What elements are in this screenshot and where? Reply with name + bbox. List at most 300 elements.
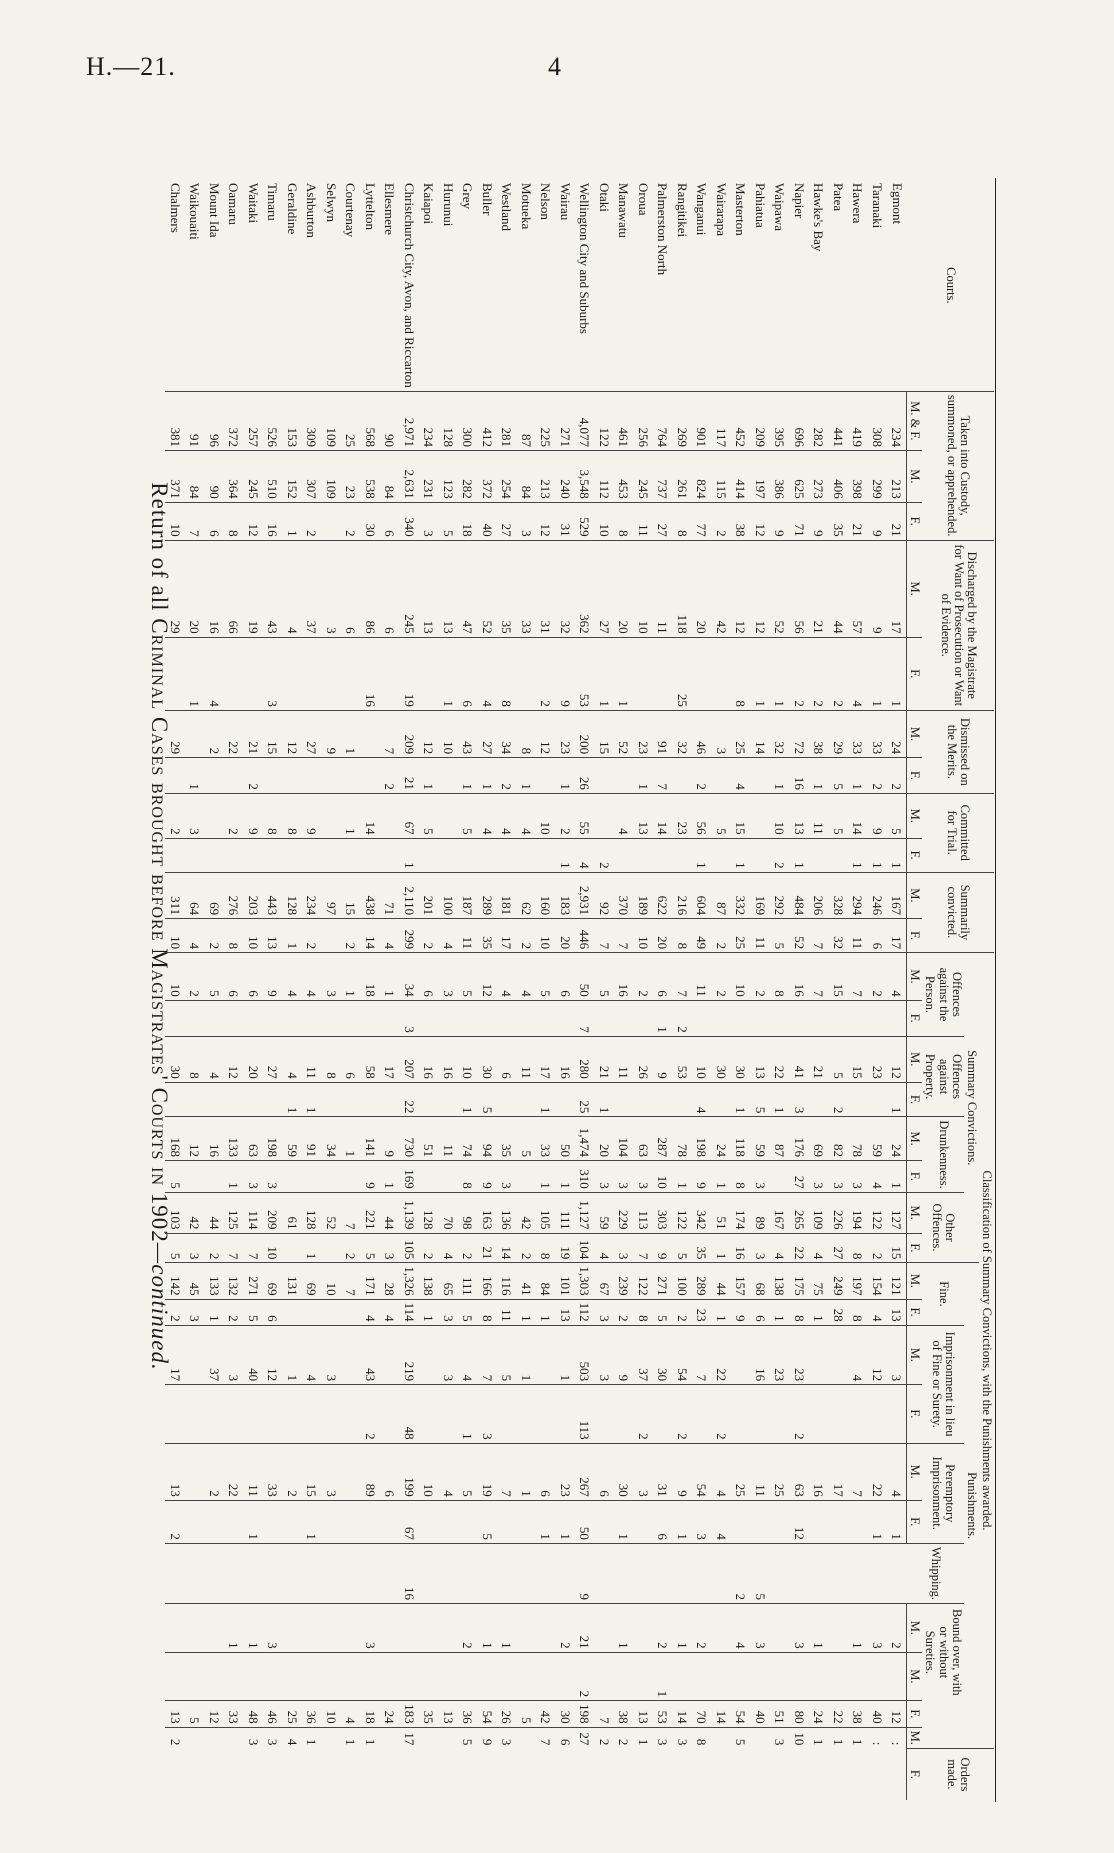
table-cell: 2: [243, 758, 263, 794]
table-cell: 8: [263, 793, 283, 838]
table-cell: [497, 1543, 517, 1603]
table-cell: [185, 838, 205, 872]
table-cell: 1: [224, 1160, 244, 1192]
court-name: Oroua: [635, 183, 651, 216]
table-cell: 199: [399, 1443, 419, 1500]
table-cell: 41: [516, 1263, 536, 1299]
table-cell: 82: [828, 1117, 848, 1161]
table-cell: 8: [731, 637, 751, 710]
table-cell: 23: [633, 710, 653, 757]
court-name: Courtenay: [343, 183, 359, 238]
table-cell: 84: [536, 1263, 556, 1299]
table-cell: 209: [399, 710, 419, 757]
table-cell: [536, 758, 556, 794]
table-row: [243, 180, 263, 1800]
table-cell: [321, 793, 341, 838]
table-cell: 16: [263, 502, 283, 540]
table-cell: 4: [282, 953, 302, 1001]
table-cell: 3: [321, 540, 341, 637]
table-cell: 197: [750, 451, 770, 503]
table-cell: [653, 637, 673, 710]
sex-header-cell: F.: [907, 1000, 923, 1036]
table-cell: 11: [633, 502, 653, 540]
table-cell: 198: [692, 1117, 712, 1161]
table-cell: 63: [633, 1117, 653, 1161]
sex-header-cell: F.: [907, 1385, 923, 1443]
table-cell: 112: [575, 1299, 595, 1325]
court-name: Lyttelton: [362, 183, 378, 230]
table-cell: 127: [887, 1192, 907, 1233]
table-cell: 2: [867, 1233, 887, 1263]
table-cell: [360, 1500, 380, 1543]
table-cell: 9: [302, 793, 322, 838]
table-cell: [497, 838, 517, 872]
table-cell: [185, 1385, 205, 1443]
table-cell: 47: [458, 540, 478, 637]
table-cell: 68: [750, 1263, 770, 1299]
table-cell: 125: [224, 1192, 244, 1233]
table-cell: 1: [282, 502, 302, 540]
table-cell: 52: [770, 540, 790, 637]
table-cell: 213: [887, 451, 907, 503]
table-cell: [185, 1325, 205, 1385]
table-cell: [614, 1082, 634, 1117]
table-cell: 12: [185, 1117, 205, 1161]
table-cell: [438, 1652, 458, 1701]
table-cell: 27: [828, 1233, 848, 1263]
table-cell: 8: [848, 1233, 868, 1263]
table-cell: 9: [263, 953, 283, 1001]
table-cell: 6: [555, 1727, 575, 1748]
table-cell: 2: [867, 758, 887, 794]
table-cell: 31: [653, 1443, 673, 1500]
table-cell: 1: [341, 1727, 361, 1748]
table-cell: 29: [165, 540, 185, 637]
table-cell: 111: [555, 1192, 575, 1233]
table-cell: 370: [614, 872, 634, 919]
table-cell: 36: [302, 1701, 322, 1728]
table-cell: [438, 758, 458, 794]
table-cell: [360, 1082, 380, 1117]
table-cell: 1: [653, 1000, 673, 1036]
table-cell: 1: [848, 838, 868, 872]
table-cell: 13: [438, 1701, 458, 1728]
table-cell: 308: [867, 391, 887, 450]
table-cell: 43: [458, 710, 478, 757]
table-cell: 26: [497, 1701, 517, 1728]
table-cell: 11: [692, 953, 712, 1001]
table-cell: 1: [887, 637, 907, 710]
table-cell: [224, 1000, 244, 1036]
table-cell: 8: [185, 1036, 205, 1082]
table-cell: 7: [809, 953, 829, 1001]
table-cell: 24: [380, 1701, 400, 1728]
table-cell: 54: [477, 1701, 497, 1728]
table-cell: 23: [341, 451, 361, 503]
table-cell: 72: [789, 710, 809, 757]
table-cell: 59: [750, 1117, 770, 1161]
table-cell: [867, 1385, 887, 1443]
table-cell: 40: [750, 1701, 770, 1728]
table-cell: [672, 1082, 692, 1117]
table-cell: 311: [165, 872, 185, 919]
table-cell: 8: [614, 502, 634, 540]
sex-header-cell: F.: [907, 1701, 923, 1728]
table-cell: 3: [321, 1325, 341, 1385]
court-name: Masterton: [733, 183, 749, 236]
table-cell: 153: [282, 391, 302, 450]
table-cell: [165, 1385, 185, 1443]
table-cell: [594, 1604, 614, 1653]
table-cell: 10: [653, 1160, 673, 1192]
table-cell: 303: [653, 1192, 673, 1233]
table-cell: 6: [224, 953, 244, 1001]
table-cell: 6: [341, 540, 361, 637]
table-cell: 5: [594, 953, 614, 1001]
table-cell: [224, 1082, 244, 1117]
table-cell: 4: [867, 1160, 887, 1192]
table-cell: 1: [731, 838, 751, 872]
table-cell: [887, 1543, 907, 1603]
table-cell: 4: [731, 758, 751, 794]
table-cell: [672, 838, 692, 872]
table-cell: 2: [828, 637, 848, 710]
table-cell: 34: [497, 710, 517, 757]
table-cell: 5: [653, 1299, 673, 1325]
col-drunkenness: Drunkenness.: [922, 1117, 963, 1192]
table-cell: 1: [419, 758, 439, 794]
table-cell: [750, 1000, 770, 1036]
table-cell: 7: [536, 1727, 556, 1748]
table-cell: 91: [653, 710, 673, 757]
table-cell: 7: [341, 1192, 361, 1233]
table-cell: [321, 1385, 341, 1443]
table-cell: 27: [594, 540, 614, 637]
table-cell: [750, 758, 770, 794]
table-cell: 1: [867, 838, 887, 872]
table-cell: 12: [419, 710, 439, 757]
table-cell: 35: [477, 919, 497, 953]
sex-header-cell: M.: [907, 1192, 923, 1233]
table-cell: 1: [770, 758, 790, 794]
table-cell: 16: [789, 953, 809, 1001]
table-cell: 12: [789, 1500, 809, 1543]
table-cell: 245: [633, 451, 653, 503]
table-cell: 22: [224, 710, 244, 757]
table-cell: [828, 1385, 848, 1443]
table-cell: 1: [185, 758, 205, 794]
table-cell: [458, 838, 478, 872]
sex-header-cell: M.: [907, 1263, 923, 1299]
table-cell: 87: [516, 391, 536, 450]
table-row: [575, 180, 595, 1800]
table-cell: [243, 1000, 263, 1036]
table-cell: 265: [789, 1192, 809, 1233]
table-cell: 4: [848, 637, 868, 710]
table-cell: 1: [867, 637, 887, 710]
table-cell: 3: [750, 1233, 770, 1263]
table-cell: 6: [497, 1036, 517, 1082]
table-cell: 7: [575, 1000, 595, 1036]
table-body: [165, 180, 907, 1800]
table-cell: 36: [458, 1701, 478, 1728]
table-cell: 299: [867, 451, 887, 503]
table-cell: 24: [887, 1117, 907, 1161]
table-cell: 8: [224, 502, 244, 540]
table-cell: 1: [360, 1727, 380, 1748]
table-cell: [594, 1543, 614, 1603]
table-cell: 78: [672, 1117, 692, 1161]
table-cell: 122: [633, 1263, 653, 1299]
table-cell: 32: [770, 710, 790, 757]
table-cell: 1: [516, 1443, 536, 1500]
table-cell: 6: [380, 502, 400, 540]
table-cell: 35: [692, 1233, 712, 1263]
table-cell: 138: [419, 1263, 439, 1299]
table-cell: 44: [711, 1263, 731, 1299]
table-cell: 2: [809, 637, 829, 710]
table-cell: 622: [653, 872, 673, 919]
table-row: [204, 180, 224, 1800]
table-cell: 167: [770, 1192, 790, 1233]
table-cell: 2: [711, 1385, 731, 1443]
table-cell: 5: [750, 1543, 770, 1603]
table-cell: :: [867, 1727, 887, 1748]
table-cell: [263, 838, 283, 872]
table-cell: 7: [633, 1233, 653, 1263]
table-cell: [692, 1543, 712, 1603]
table-cell: 8: [321, 1036, 341, 1082]
table-cell: 97: [321, 872, 341, 919]
table-cell: 37: [302, 540, 322, 637]
table-cell: 10: [536, 919, 556, 953]
table-cell: [185, 1500, 205, 1543]
table-cell: 21: [477, 1233, 497, 1263]
table-cell: [828, 1543, 848, 1603]
table-cell: [419, 637, 439, 710]
table-cell: 15: [594, 710, 614, 757]
table-cell: 189: [633, 872, 653, 919]
table-cell: [282, 1233, 302, 1263]
table-cell: 100: [438, 872, 458, 919]
table-cell: [224, 838, 244, 872]
col-orders: Orders made.: [922, 1748, 994, 1800]
table-row: [282, 180, 302, 1800]
table-cell: 5: [828, 1036, 848, 1082]
table-cell: 121: [887, 1263, 907, 1299]
table-cell: [672, 1652, 692, 1701]
table-row: [594, 180, 614, 1800]
table-cell: [809, 1652, 829, 1701]
col-courts: Courts.: [943, 267, 958, 304]
sex-header-cell: M.: [907, 710, 923, 757]
table-cell: 3: [185, 793, 205, 838]
table-row: [809, 180, 829, 1800]
table-cell: 271: [243, 1263, 263, 1299]
table-cell: 24: [887, 710, 907, 757]
table-cell: [282, 1500, 302, 1543]
table-row: [828, 180, 848, 1800]
table-cell: 1: [867, 1500, 887, 1543]
court-name: Westland: [499, 183, 515, 232]
table-cell: 194: [848, 1192, 868, 1233]
table-cell: 37: [633, 1325, 653, 1385]
table-cell: [770, 1385, 790, 1443]
table-cell: 1: [555, 1500, 575, 1543]
table-cell: 2: [282, 1443, 302, 1500]
table-cell: 5: [458, 1299, 478, 1325]
table-cell: 1: [770, 1082, 790, 1117]
table-cell: 3: [321, 953, 341, 1001]
table-cell: [165, 1543, 185, 1603]
table-cell: 1: [711, 1233, 731, 1263]
table-cell: 27: [302, 710, 322, 757]
table-row: [653, 180, 673, 1800]
table-cell: 14: [497, 1233, 517, 1263]
table-cell: 3: [789, 1604, 809, 1653]
table-cell: 386: [770, 451, 790, 503]
table-cell: 2: [360, 1385, 380, 1443]
table-cell: 3: [243, 1160, 263, 1192]
table-cell: 77: [692, 502, 712, 540]
table-cell: 1: [555, 1325, 575, 1385]
table-cell: 33: [224, 1701, 244, 1728]
table-cell: 737: [653, 451, 673, 503]
table-cell: [419, 1652, 439, 1701]
table-cell: 27: [789, 1160, 809, 1192]
table-cell: 2: [165, 1727, 185, 1748]
table-cell: [204, 1652, 224, 1701]
table-cell: 4: [594, 1233, 614, 1263]
court-name: Buller: [479, 183, 495, 216]
table-cell: 2: [789, 637, 809, 710]
table-cell: 15: [887, 1233, 907, 1263]
table-cell: 52: [321, 1192, 341, 1233]
table-cell: 10: [594, 502, 614, 540]
table-cell: 21: [594, 1036, 614, 1082]
table-cell: [321, 1299, 341, 1325]
sex-header-cell: F.: [907, 1233, 923, 1263]
table-cell: 69: [204, 872, 224, 919]
table-cell: 398: [848, 451, 868, 503]
table-cell: [731, 1500, 751, 1543]
court-name: Grey: [460, 183, 476, 209]
table-cell: [263, 758, 283, 794]
table-cell: [302, 1385, 322, 1443]
table-cell: [360, 1000, 380, 1036]
table-cell: 10: [243, 919, 263, 953]
table-cell: 132: [224, 1263, 244, 1299]
table-cell: 1: [672, 1160, 692, 1192]
table-cell: 5: [204, 953, 224, 1001]
table-cell: [867, 1000, 887, 1036]
table-cell: 2: [204, 919, 224, 953]
table-cell: 16: [399, 1543, 419, 1603]
table-cell: 1: [516, 758, 536, 794]
table-cell: 13: [789, 793, 809, 838]
table-cell: 510: [263, 451, 283, 503]
table-cell: [711, 1082, 731, 1117]
table-cell: 37: [204, 1325, 224, 1385]
table-cell: 2: [692, 1604, 712, 1653]
table-cell: 8: [497, 637, 517, 710]
table-cell: 2: [770, 838, 790, 872]
table-cell: 35: [419, 1701, 439, 1728]
table-cell: 31: [536, 540, 556, 637]
table-cell: 38: [731, 502, 751, 540]
table-cell: [380, 793, 400, 838]
table-cell: [165, 1604, 185, 1653]
table-cell: 163: [477, 1192, 497, 1233]
table-cell: 25: [341, 391, 361, 450]
table-cell: 2: [341, 1233, 361, 1263]
sex-header-cell: F.: [907, 838, 923, 872]
table-cell: 2: [341, 919, 361, 953]
table-cell: 16: [750, 1325, 770, 1385]
page-number: 4: [548, 52, 561, 81]
table-cell: [438, 793, 458, 838]
table-cell: [185, 1160, 205, 1192]
table-cell: 2,110: [399, 872, 419, 919]
table-cell: [828, 1652, 848, 1701]
table-cell: 50: [575, 1500, 595, 1543]
table-cell: 115: [711, 451, 731, 503]
table-cell: 6: [594, 1443, 614, 1500]
table-cell: 49: [692, 919, 712, 953]
table-cell: 219: [399, 1325, 419, 1385]
table-cell: [321, 1082, 341, 1117]
sex-header-cell: M.: [907, 540, 923, 637]
table-cell: 307: [302, 451, 322, 503]
table-cell: [419, 1000, 439, 1036]
table-cell: 1: [750, 637, 770, 710]
table-cell: 12: [536, 502, 556, 540]
table-cell: 1,326: [399, 1263, 419, 1299]
table-cell: 7: [614, 919, 634, 953]
table-cell: 52: [614, 710, 634, 757]
table-cell: 35: [497, 540, 517, 637]
table-cell: 109: [321, 451, 341, 503]
table-cell: [692, 1385, 712, 1443]
table-cell: [185, 710, 205, 757]
table-cell: [282, 1385, 302, 1443]
court-name: Wellington City and Suburbs: [577, 183, 593, 334]
table-cell: 3: [828, 1160, 848, 1192]
table-cell: 43: [360, 1325, 380, 1385]
table-cell: 14: [360, 793, 380, 838]
table-cell: 15: [828, 953, 848, 1001]
table-cell: [380, 1325, 400, 1385]
table-cell: 3: [263, 1604, 283, 1653]
table-cell: [224, 1652, 244, 1701]
table-cell: [458, 1000, 478, 1036]
table-cell: 27: [477, 710, 497, 757]
table-cell: 9: [867, 540, 887, 637]
table-cell: 113: [633, 1192, 653, 1233]
table-cell: 1: [341, 793, 361, 838]
court-name: Christchurch City, Avon, and Riccarton: [401, 183, 417, 388]
table-cell: 1: [302, 1233, 322, 1263]
table-cell: 183: [399, 1701, 419, 1728]
table-cell: [165, 1082, 185, 1117]
table-cell: 3: [692, 1500, 712, 1543]
table-cell: [477, 1543, 497, 1603]
table-cell: [302, 1160, 322, 1192]
court-name: Motueka: [518, 183, 534, 230]
table-cell: 292: [770, 872, 790, 919]
table-cell: 1: [770, 1299, 790, 1325]
table-cell: 2: [672, 1000, 692, 1036]
